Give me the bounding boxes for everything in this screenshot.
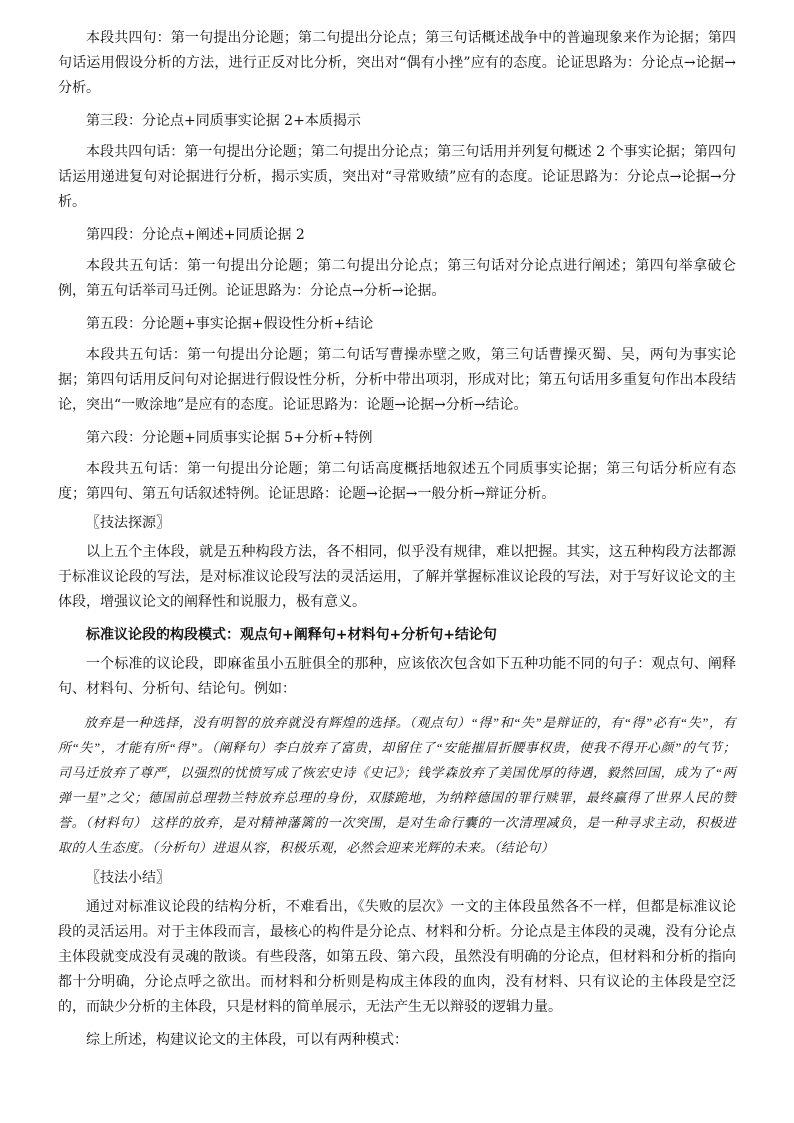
paragraph-analysis-2: 本段共四句：第一句提出分论题；第二句提出分论点；第三句话概述战争中的普遍现象来作为论据；第四句话运用假设分析的方法，进行正反对比分析，突出对“偶有小挫”应有的态度。论证思路为：分论点→论据→分析。: [58, 30, 736, 96]
pattern-lead: 标准议论段的构段模式：: [86, 627, 240, 643]
subheading-technique-summary: 〖技法小结〗: [86, 870, 170, 886]
paragraph-analysis-6: 本段共五句话：第一句提出分论题；第二句话高度概括地叙述五个同质事实论据；第三句话分析应有态度；第四句、第五句话叙述特例。论证思路：论题→论据→一般分析→辩证分析。: [58, 461, 736, 502]
paragraph-structure-pattern: [58, 623, 736, 648]
section-heading-5: 第五段：分论题+事实论据+假设性分析+结论: [86, 316, 374, 332]
example-passage: 放弃是一种选择，没有明智的放弃就没有辉煌的选择。（观点句）“得”和“失”是辩证的，有“得”必有“失”，有所“失”，才能有所“得”。（阐释句）李白放弃了富贵，却留住了“安能摧眉折腰事权贵，使我不得开心颜”的气节；司马迁放弃了尊严，以强烈的忧愤写成了恢宏史诗《史记》；钱学森放弃了美国优厚的待遇，毅然回国，成为了“两弹一星”之父；德国前总理勃兰特放弃总理的身份，双膝跪地，为纳粹德国的罪行赎罪，最终赢得了世界人民的赞誉。（材料句） 这样的放弃，是对精神藩篱的一次突围，是对生命行囊的一次清理减负，是一种寻求主动，积极进取的人生态度。（分析句）进退从容，积极乐观，必然会迎来光辉的未来。（结论句）: [58, 715, 736, 855]
paragraph-analysis-3: 本段共四句话：第一句提出分论题；第二句提出分论点；第三句话用并列复句概述 2 个事实论据；第四句话运用递进复句对论据进行分析，揭示实质，突出对“寻常败绩”应有的态度。论证思路为：分论点→论据→分析。: [58, 144, 736, 210]
subheading-technique-origin: 〖技法探源〗: [86, 515, 170, 531]
paragraph-technique-summary: 通过对标准议论段的结构分析，不难看出，《失败的层次》一文的主体段虽然各不一样，但都是标准议论段的灵活运用。对于主体段而言，最核心的构件是分论点、材料和分析。分论点是主体段的灵魂，没有分论点主体段就变成没有灵魂的散谈。有些段落，如第五段、第六段，虽然没有明确的分论点，但材料和分析的指向都十分明确，分论点呼之欲出。而材料和分析则是构成主体段的血肉，没有材料、只有议论的主体段是空泛的，而缺少分析的主体段，只是材料的简单展示，无法产生无以辩驳的逻辑力量。: [58, 899, 736, 1015]
section-heading-4: 第四段：分论点+阐述+同质论据 2: [86, 227, 305, 243]
paragraph-analysis-4: 本段共五句话：第一句提出分论题；第二句提出分论点；第三句话对分论点进行阐述；第四句举拿破仑例，第五句话举司马迁例。论证思路为：分论点→分析→论据。: [58, 258, 736, 299]
paragraph-standard-definition: 一个标准的议论段，即麻雀虽小五脏俱全的那种，应该依次包含如下五种功能不同的句子：观点句、阐释句、材料句、分析句、结论句。例如：: [58, 656, 736, 697]
paragraph-technique-origin: 以上五个主体段，就是五种构段方法，各不相同，似乎没有规律，难以把握。其实，这五种构段方法都源于标准议论段的写法，是对标准议论段写法的灵活运用，了解并掌握标准议论段的写法，对于写好议论文的主体段，增强议论文的阐释性和说服力，极有意义。: [58, 544, 736, 610]
paragraph-conclusion-lead: 综上所述，构建议论文的主体段，可以有两种模式：: [86, 1032, 408, 1048]
pattern-formula: 观点句+阐释句+材料句+分析句+结论句: [240, 627, 497, 643]
section-heading-6: 第六段：分论题+同质事实论据 5+分析+特例: [86, 430, 373, 446]
paragraph-analysis-5: 本段共五句话：第一句提出分论题；第二句话写曹操赤壁之败，第三句话曹操灭蜀、吴，两句为事实论据；第四句话用反问句对论据进行假设性分析，分析中带出项羽，形成对比；第五句话用多重复句作出本段结论，突出“一败涂地”是应有的态度。论证思路为：论题→论据→分析→结论。: [58, 347, 736, 413]
section-heading-3: 第三段：分论点+同质事实论据 2+本质揭示: [86, 113, 361, 129]
